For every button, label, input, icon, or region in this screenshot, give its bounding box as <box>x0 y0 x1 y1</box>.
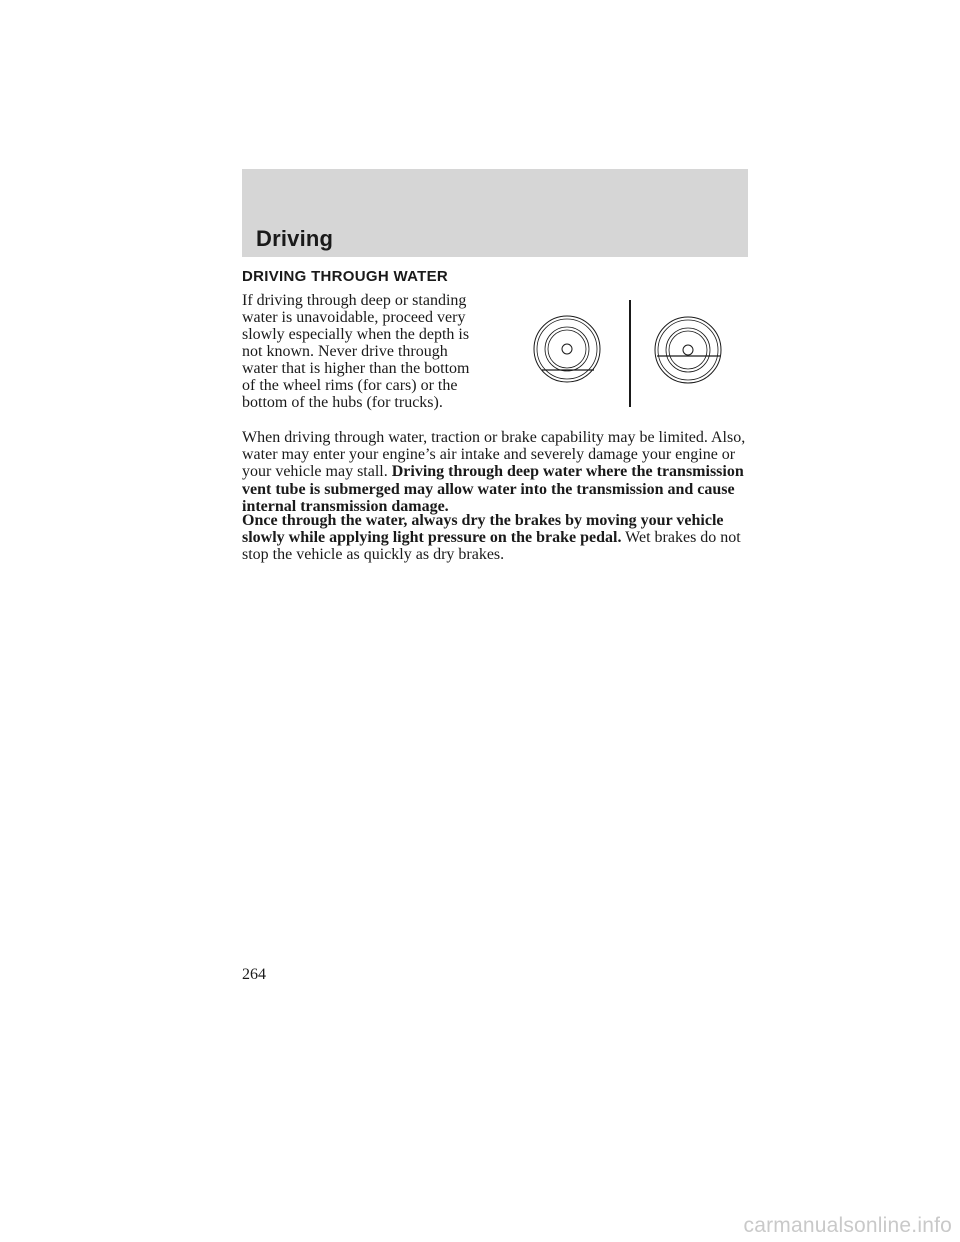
intro-line: If driving through deep or standing <box>242 292 467 309</box>
page-number: 264 <box>242 966 266 983</box>
intro-paragraph <box>242 292 504 411</box>
intro-line: slowly especially when the depth is <box>242 326 470 343</box>
page-title: Driving <box>256 226 334 251</box>
truck-wheel-icon <box>655 317 721 383</box>
warning-text: Once through the water, always dry the brakes by moving your vehicle slowly while applying light pressure on the brake pedal. <box>242 512 724 547</box>
water-depth-illustration <box>528 296 728 410</box>
warning-text: Driving through deep water where the transmission vent tube is submerged may allow water into the transmission and cause internal transmission damage. <box>242 463 744 515</box>
intro-line: of the wheel rims (for cars) or the <box>242 377 458 394</box>
body-paragraph <box>242 429 762 515</box>
intro-line: not known. Never drive through <box>242 343 448 360</box>
watermark: carmanualsonline.info <box>743 1214 952 1237</box>
intro-line: water is unavoidable, proceed very <box>242 309 466 326</box>
body-paragraph <box>242 512 762 564</box>
car-wheel-icon <box>534 316 600 382</box>
header-band <box>242 169 748 257</box>
intro-line: bottom of the hubs (for trucks). <box>242 394 443 411</box>
paragraph-text: Wet brakes do not stop the vehicle as quickly as dry brakes. <box>242 529 741 564</box>
section-heading: DRIVING THROUGH WATER <box>242 268 449 285</box>
paragraph-text: When driving through water, traction or brake capability may be limited. Also, water may enter your engine’s air intake and severely damage your engine or your vehicle may stall. <box>242 429 746 481</box>
intro-line: water that is higher than the bottom <box>242 360 470 377</box>
